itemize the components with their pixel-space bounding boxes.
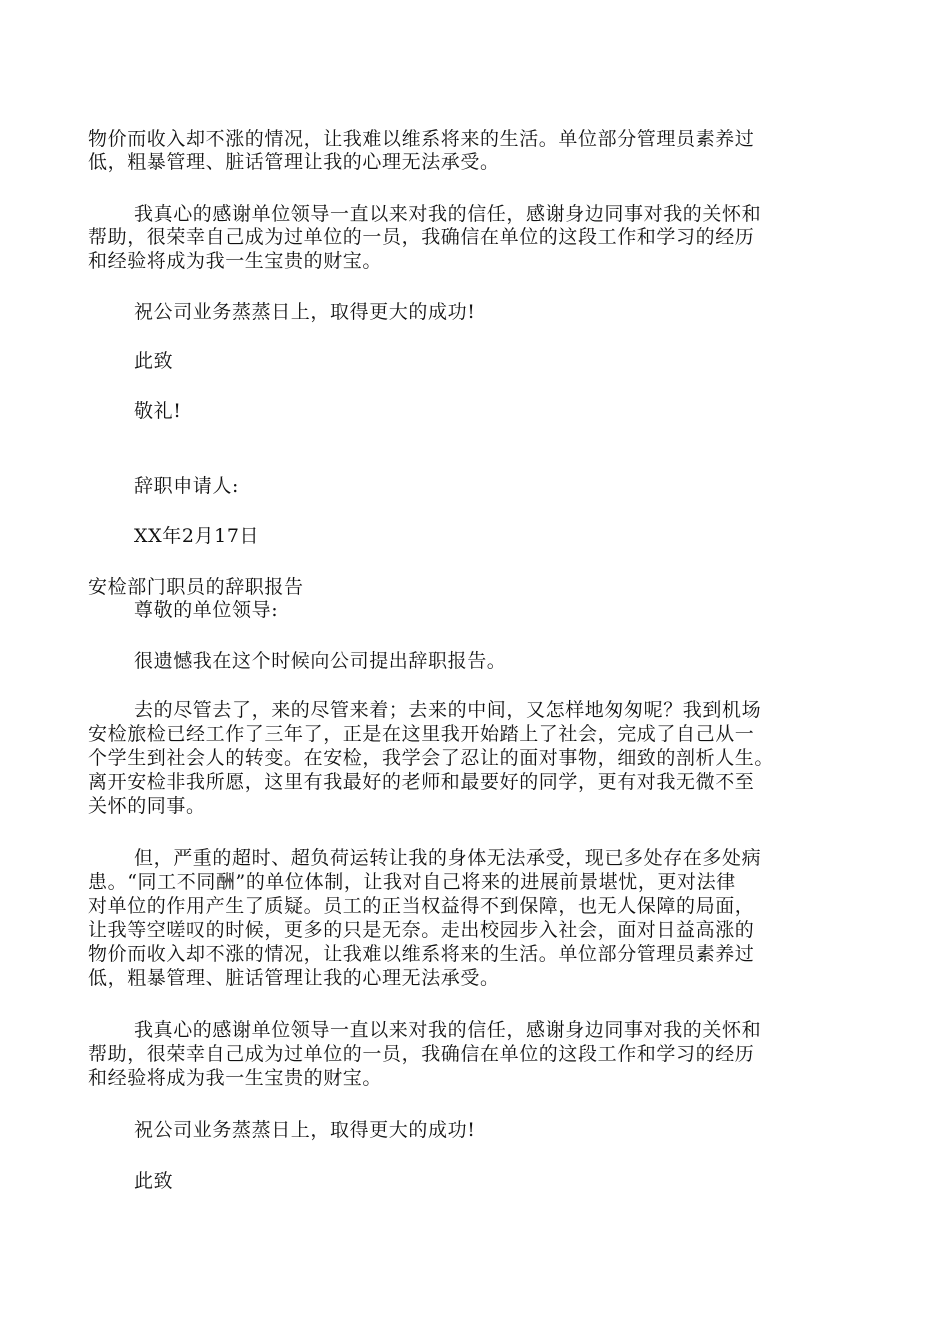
text-line: 离开安检非我所愿，这里有我最好的老师和最要好的同学，更有对我无微不至 bbox=[88, 771, 755, 793]
text-line: 我真心的感谢单位领导一直以来对我的信任，感谢身边同事对我的关怀和 bbox=[134, 203, 762, 225]
signature-line: 辞职申请人: bbox=[134, 475, 240, 497]
wish-line: 祝公司业务蒸蒸日上，取得更大的成功! bbox=[134, 1119, 476, 1141]
text-line: 和经验将成为我一生宝贵的财宝。 bbox=[88, 1067, 383, 1089]
text-line: 低，粗暴管理、脏话管理让我的心理无法承受。 bbox=[88, 151, 500, 173]
text-line: 和经验将成为我一生宝贵的财宝。 bbox=[88, 250, 383, 272]
text-line: 让我等空嗟叹的时候，更多的只是无奈。走出校园步入社会，面对日益高涨的 bbox=[88, 919, 755, 941]
text-line: 安检旅检已经工作了三年了，正是在这里我开始踏上了社会，完成了自己从一 bbox=[88, 723, 755, 745]
text-line: 物价而收入却不涨的情况，让我难以维系将来的生活。单位部分管理员素养过 bbox=[88, 128, 755, 150]
date-line: XX年2月17日 bbox=[134, 525, 260, 547]
text-line: 对单位的作用产生了质疑。员工的正当权益得不到保障，也无人保障的局面， bbox=[88, 895, 755, 917]
text-line: 去的尽管去了，来的尽管来着；去来的中间，又怎样地匆匆呢？我到机场 bbox=[134, 699, 762, 721]
text-line: 帮助，很荣幸自己成为过单位的一员，我确信在单位的这段工作和学习的经历 bbox=[88, 226, 755, 248]
text-line: 很遗憾我在这个时候向公司提出辞职报告。 bbox=[134, 650, 507, 672]
text-line: 但，严重的超时、超负荷运转让我的身体无法承受，现已多处存在多处病 bbox=[134, 847, 762, 869]
text-line: 个学生到社会人的转变。在安检，我学会了忍让的面对事物，细致的剖析人生。 bbox=[88, 747, 775, 769]
greeting-line: 尊敬的单位领导: bbox=[134, 599, 279, 621]
text-line: 我真心的感谢单位领导一直以来对我的信任，感谢身边同事对我的关怀和 bbox=[134, 1019, 762, 1041]
closing-line: 此致 bbox=[134, 350, 174, 372]
salute-line: 敬礼! bbox=[134, 400, 182, 422]
closing-line: 此致 bbox=[134, 1170, 174, 1192]
text-line: 帮助，很荣幸自己成为过单位的一员，我确信在单位的这段工作和学习的经历 bbox=[88, 1043, 755, 1065]
text-line: 低，粗暴管理、脏话管理让我的心理无法承受。 bbox=[88, 967, 500, 989]
text-line: 患。“同工不同酬”的单位体制，让我对自己将来的进展前景堪忧，更对法律 bbox=[88, 871, 736, 893]
text-line: 物价而收入却不涨的情况，让我难以维系将来的生活。单位部分管理员素养过 bbox=[88, 943, 755, 965]
wish-line: 祝公司业务蒸蒸日上，取得更大的成功! bbox=[134, 301, 476, 323]
document-title: 安检部门职员的辞职报告 bbox=[88, 576, 304, 598]
text-line: 关怀的同事。 bbox=[88, 795, 206, 817]
